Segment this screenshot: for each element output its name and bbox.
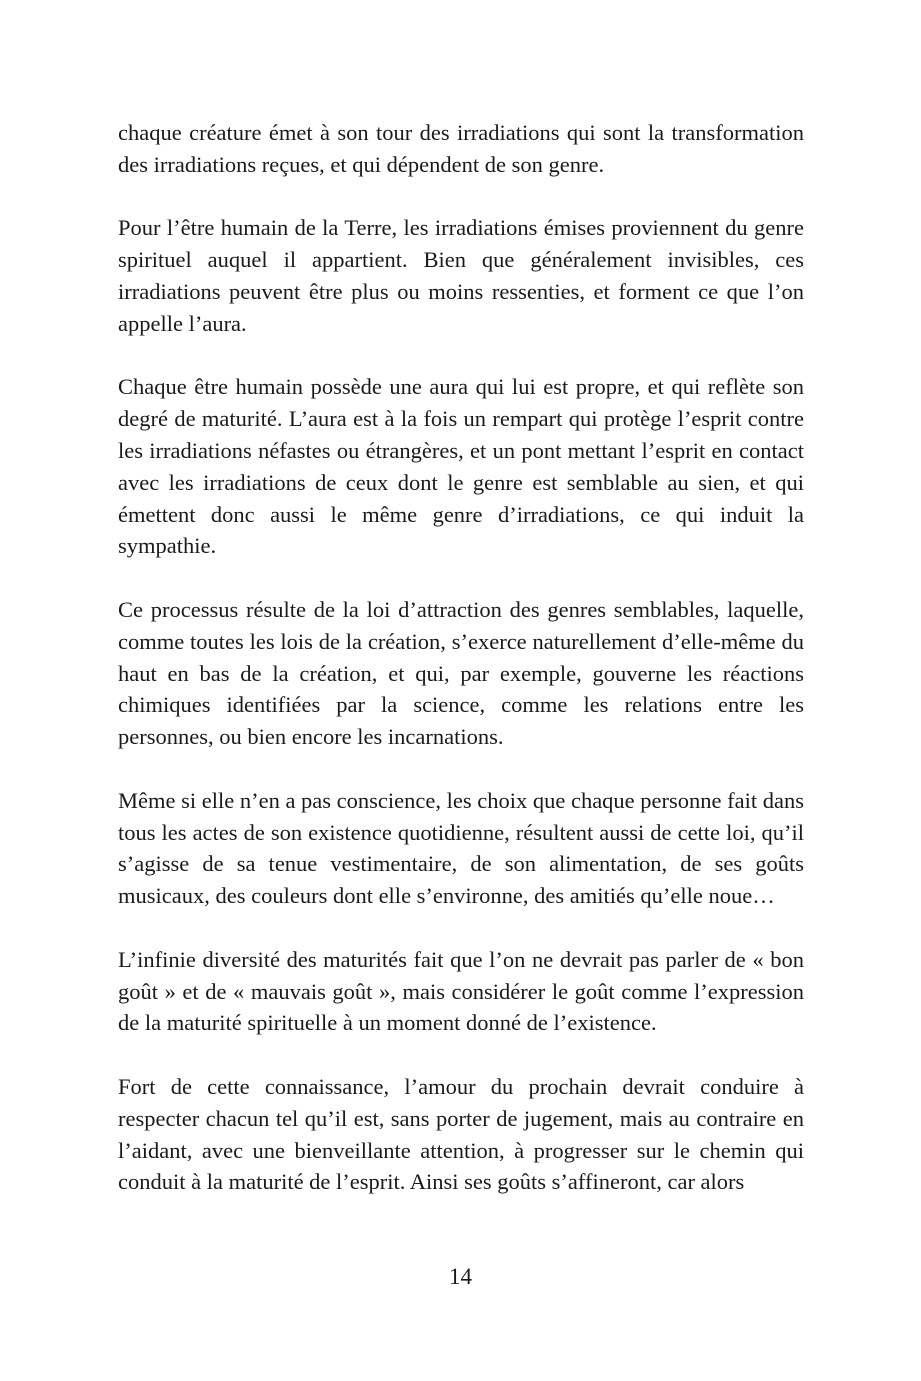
- paragraph: L’infinie diversité des maturités fait que l’on ne devrait pas parler de « bon goût » et de « mauvais goût », mais considérer le goût comme l’expression de la maturité spirituelle à un moment donné de l’existence.: [118, 946, 804, 1036]
- paragraph: Fort de cette connaissance, l’amour du prochain devrait conduire à respecter chacun tel qu’il est, sans porter de jugement, mais au contraire en l’aidant, avec une bienveillante attention, à progresser sur le chemin qui conduit à la maturité de l’esprit. Ainsi ses goûts s’affineront, car alors: [118, 1073, 804, 1195]
- body-text: [118, 117, 804, 1198]
- paragraph: Ce processus résulte de la loi d’attraction des genres semblables, laquelle, comme toutes les lois de la création, s’exerce naturellement d’elle-même du haut en bas de la création, et qui, par exemple, gouverne les réactions chimiques identifiées par la science, comme les relations entre les personnes, ou bien encore les incarnations.: [118, 596, 804, 750]
- paragraph: chaque créature émet à son tour des irradiations qui sont la transformation des irradiations reçues, et qui dépendent de son genre.: [118, 120, 804, 177]
- paragraph: Chaque être humain possède une aura qui lui est propre, et qui reflète son degré de maturité. L’aura est à la fois un rempart qui protège l’esprit contre les irradiations néfastes ou étrangères, et un pont mettant l’esprit en contact avec les irradiations de ceux dont le genre est semblable au sien, et qui émettent donc aussi le même genre d’irradiations, ce qui induit la sympathie.: [118, 374, 804, 559]
- page-number: 14: [449, 1264, 472, 1289]
- paragraph: Pour l’être humain de la Terre, les irradiations émises proviennent du genre spirituel auquel il appartient. Bien que généralement invisibles, ces irradiations peuvent être plus ou moins ressenties, et forment ce que l’on appelle l’aura.: [118, 215, 804, 336]
- paragraph: Même si elle n’en a pas conscience, les choix que chaque personne fait dans tous les actes de son existence quotidienne, résultent aussi de cette loi, qu’il s’agisse de sa tenue vestimentaire, de son alimentation, de ses goûts musicaux, des couleurs dont elle s’environne, des amitiés qu’elle noue…: [118, 787, 804, 909]
